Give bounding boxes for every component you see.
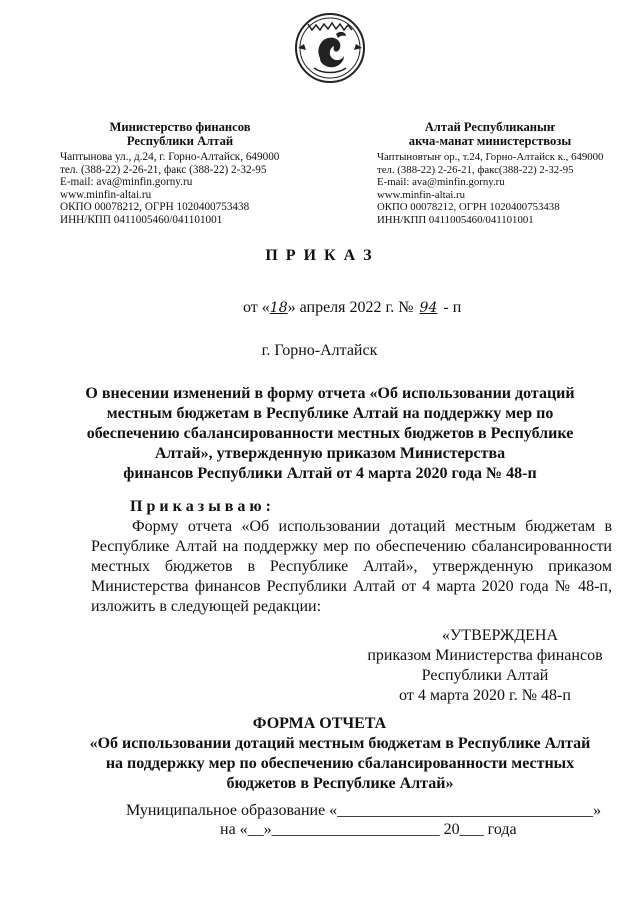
form-subtitle-line: бюджетов в Республике Алтай»: [226, 775, 454, 792]
left-web: www.minfin-altai.ru: [60, 188, 152, 201]
decree-heading: П р и к а з ы в а ю :: [130, 498, 271, 515]
approval-line4: от 4 марта 2020 г. № 48-п: [399, 687, 571, 704]
order-number: 94: [419, 300, 438, 316]
form-subtitle-line: «Об использовании дотаций местным бюджетам в Республике Алтай: [89, 735, 591, 752]
decree-line: Министерства финансов Республики Алтай от 4 марта 2020 года № 48-п,: [91, 578, 612, 595]
order-city: г. Горно-Алтайск: [261, 342, 378, 359]
right-inn: ИНН/КПП 0411005460/041101001: [377, 213, 534, 226]
order-date-prefix: от «: [243, 299, 270, 316]
left-okpo: ОКПО 00078212, ОГРН 1020400753438: [60, 201, 250, 214]
left-title-line1: Министерство финансов: [109, 120, 251, 134]
order-date-suffix: » апреля 2022 г. №: [287, 299, 414, 316]
right-email: E-mail: ava@minfin.gorny.ru: [377, 176, 505, 189]
decree-line: изложить в следующей редакции:: [91, 598, 322, 615]
left-inn: ИНН/КПП 0411005460/041101001: [60, 213, 223, 226]
decree-line: местных бюджетов в Республике Алтай», утвержденную приказом: [91, 558, 612, 575]
order-subject: [80, 384, 580, 484]
order-number-suffix: - п: [443, 299, 462, 316]
order-date-line: [243, 298, 461, 318]
approval-line3: Республики Алтай: [421, 667, 549, 684]
header-left-details: [60, 151, 279, 227]
right-okpo: ОКПО 00078212, ОГРН 1020400753438: [377, 201, 560, 214]
right-title-line1: Алтай Республиканыҥ: [424, 120, 556, 134]
left-phone: тел. (388-22) 2-26-21, факс (388-22) 2-32-95: [60, 163, 267, 176]
approval-line1: «УТВЕРЖДЕНА: [441, 627, 558, 644]
form-subtitle-line: на поддержку мер по обеспечению сбалансированности местных: [105, 755, 575, 772]
decree-line: Форму отчета «Об использовании дотаций местным бюджетам в: [132, 518, 612, 535]
municipal-close: »: [593, 802, 602, 819]
left-email: E-mail: ava@minfin.gorny.ru: [60, 176, 193, 189]
subject-line: местным бюджетам в Республике Алтай на поддержку мер по: [106, 405, 554, 422]
form-subtitle: [60, 734, 620, 794]
right-web: www.minfin-altai.ru: [377, 188, 466, 201]
right-address: Чаптыновтыҥ ор., т.24, Горно-Алтайск к., 649000: [377, 151, 604, 163]
form-title: ФОРМА ОТЧЕТА: [252, 715, 387, 732]
subject-line: обеспечению сбалансированности местных бюджетов в Республике: [86, 425, 574, 442]
subject-line: О внесении изменений в форму отчета «Об использовании дотаций: [85, 385, 575, 402]
subject-line: финансов Республики Алтай от 4 марта 2020 года № 48-п: [123, 465, 537, 482]
decree-body: [91, 517, 612, 617]
left-address: Чаптынова ул., д.24, г. Горно-Алтайск, 649000: [60, 151, 280, 163]
header-right: [375, 120, 605, 148]
municipal-blank[interactable]: ________________________________: [337, 802, 594, 819]
approval-line2: приказом Министерства финансов: [367, 647, 603, 664]
header-right-details: [377, 151, 603, 227]
right-phone: тел. (388-22) 2-26-21, факс(388-22) 2-32-95: [377, 163, 574, 176]
altai-emblem-icon: [290, 8, 370, 88]
municipal-field: [126, 801, 601, 821]
order-date-day: 18: [269, 300, 288, 316]
approval-block: [360, 626, 610, 706]
subject-line: Алтай», утвержденную приказом Министерства: [154, 445, 506, 462]
report-date-field[interactable]: на «__»_____________________ 20___ года: [220, 821, 517, 838]
municipal-label: Муниципальное образование «: [126, 802, 338, 819]
right-title-line2: акча-манат министерствозы: [408, 134, 572, 148]
left-title-line2: Республики Алтай: [126, 134, 234, 148]
header-left: [60, 120, 300, 148]
decree-line: Республике Алтай на поддержку мер по обеспечению сбалансированности: [91, 538, 612, 555]
order-title: П Р И К А З: [265, 247, 374, 264]
